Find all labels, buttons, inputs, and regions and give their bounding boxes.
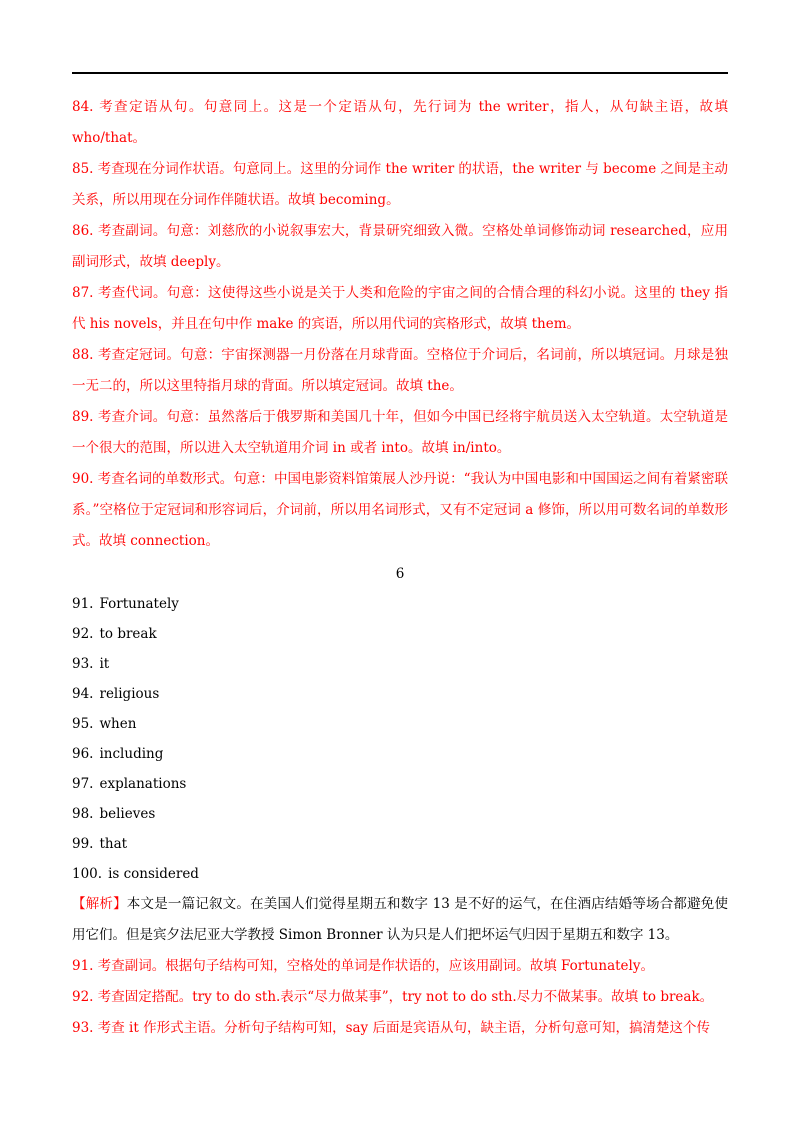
answer-item xyxy=(72,709,728,739)
answer-number: 91. xyxy=(72,596,94,612)
answer-item xyxy=(72,799,728,829)
answer-text: when xyxy=(99,716,137,732)
explanation-93: 93. 考查 it 作形式主语。分析句子结构可知，say 后面是宾语从句，缺主语，分析句意可知，搞清楚这个传 xyxy=(72,1020,710,1036)
answer-item xyxy=(72,739,728,769)
answer-number: 94. xyxy=(72,686,94,702)
answer-text: believes xyxy=(99,806,156,822)
answer-text: including xyxy=(99,746,164,762)
answer-item xyxy=(72,829,728,859)
explanation-90: 90. 考查名词的单数形式。句意：中国电影资料馆策展人沙丹说：“我认为中国电影和中国国运之间有着紧密联系。”空格位于定冠词和形容词后，介词前，所以用名词形式，又有不定冠词 a 修饰，所以用可数名词的单数形式。故填 connection。 xyxy=(72,471,729,549)
answer-item xyxy=(72,859,728,889)
answer-item xyxy=(72,589,728,619)
answer-text: is considered xyxy=(108,866,199,882)
answer-number: 96. xyxy=(72,746,94,762)
answer-number: 92. xyxy=(72,626,94,642)
explanation-86: 86. 考查副词。句意：刘慈欣的小说叙事宏大，背景研究细致入微。空格处单词修饰动词 researched，应用副词形式，故填 deeply。 xyxy=(72,223,728,270)
answer-text: explanations xyxy=(99,776,187,792)
page-content xyxy=(72,92,728,1044)
answer-text: Fortunately xyxy=(99,596,179,612)
explanation-85: 85. 考查现在分词作状语。句意同上。这里的分词作 the writer 的状语，the writer 与 become 之间是主动关系，所以用现在分词作伴随状语。故填 becoming。 xyxy=(72,161,729,208)
answer-item xyxy=(72,619,728,649)
answer-number: 100. xyxy=(72,866,103,882)
answer-item xyxy=(72,649,728,679)
explanation-87: 87. 考查代词。句意：这使得这些小说是关于人类和危险的宇宙之间的合情合理的科幻小说。这里的 they 指代 his novels，并且在句中作 make 的宾语，所以用代词的宾格形式，故填 them。 xyxy=(72,285,728,332)
analysis-text: 本文是一篇记叙文。在美国人们觉得星期五和数字 13 是不好的运气，在住酒店结婚等场合都避免使用它们。但是宾夕法尼亚大学教授 Simon Bronner 认为只是人们把坏运气归因于星期五和数字 13。 xyxy=(72,896,729,943)
answer-number: 97. xyxy=(72,776,94,792)
answer-text: it xyxy=(99,656,110,672)
header-rule xyxy=(72,72,728,74)
analysis-paragraph xyxy=(72,889,728,951)
explanation-89: 89. 考查介词。句意：虽然落后于俄罗斯和美国几十年，但如今中国已经将宇航员送入太空轨道。太空轨道是一个很大的范围，所以进入太空轨道用介词 in 或者 into。故填 in/into。 xyxy=(72,409,728,456)
explanation-91: 91. 考查副词。根据句子结构可知，空格处的单词是作状语的，应该用副词。故填 Fortunately。 xyxy=(72,958,654,974)
answer-number: 99. xyxy=(72,836,94,852)
answer-text: to break xyxy=(99,626,157,642)
answer-item xyxy=(72,769,728,799)
explanation-92: 92. 考查固定搭配。try to do sth.表示“尽力做某事”，try not to do sth.尽力不做某事。故填 to break。 xyxy=(72,989,714,1005)
explanation-84: 84. 考查定语从句。句意同上。这是一个定语从句，先行词为 the writer，指人，从句缺主语，故填 who/that。 xyxy=(72,99,728,146)
explanation-88: 88. 考查定冠词。句意：宇宙探测器一月份落在月球背面。空格位于介词后，名词前，所以填冠词。月球是独一无二的，所以这里特指月球的背面。所以填定冠词。故填 the。 xyxy=(72,347,728,394)
explanations-bottom xyxy=(72,951,728,1044)
answer-number: 98. xyxy=(72,806,94,822)
section-number: 6 xyxy=(395,566,405,582)
answer-text: that xyxy=(99,836,128,852)
answer-number: 93. xyxy=(72,656,94,672)
answer-text: religious xyxy=(99,686,160,702)
answer-item xyxy=(72,679,728,709)
analysis-tag: 【解析】 xyxy=(72,896,127,912)
answer-list xyxy=(72,589,728,889)
answer-number: 95. xyxy=(72,716,94,732)
explanations-top xyxy=(72,92,728,557)
